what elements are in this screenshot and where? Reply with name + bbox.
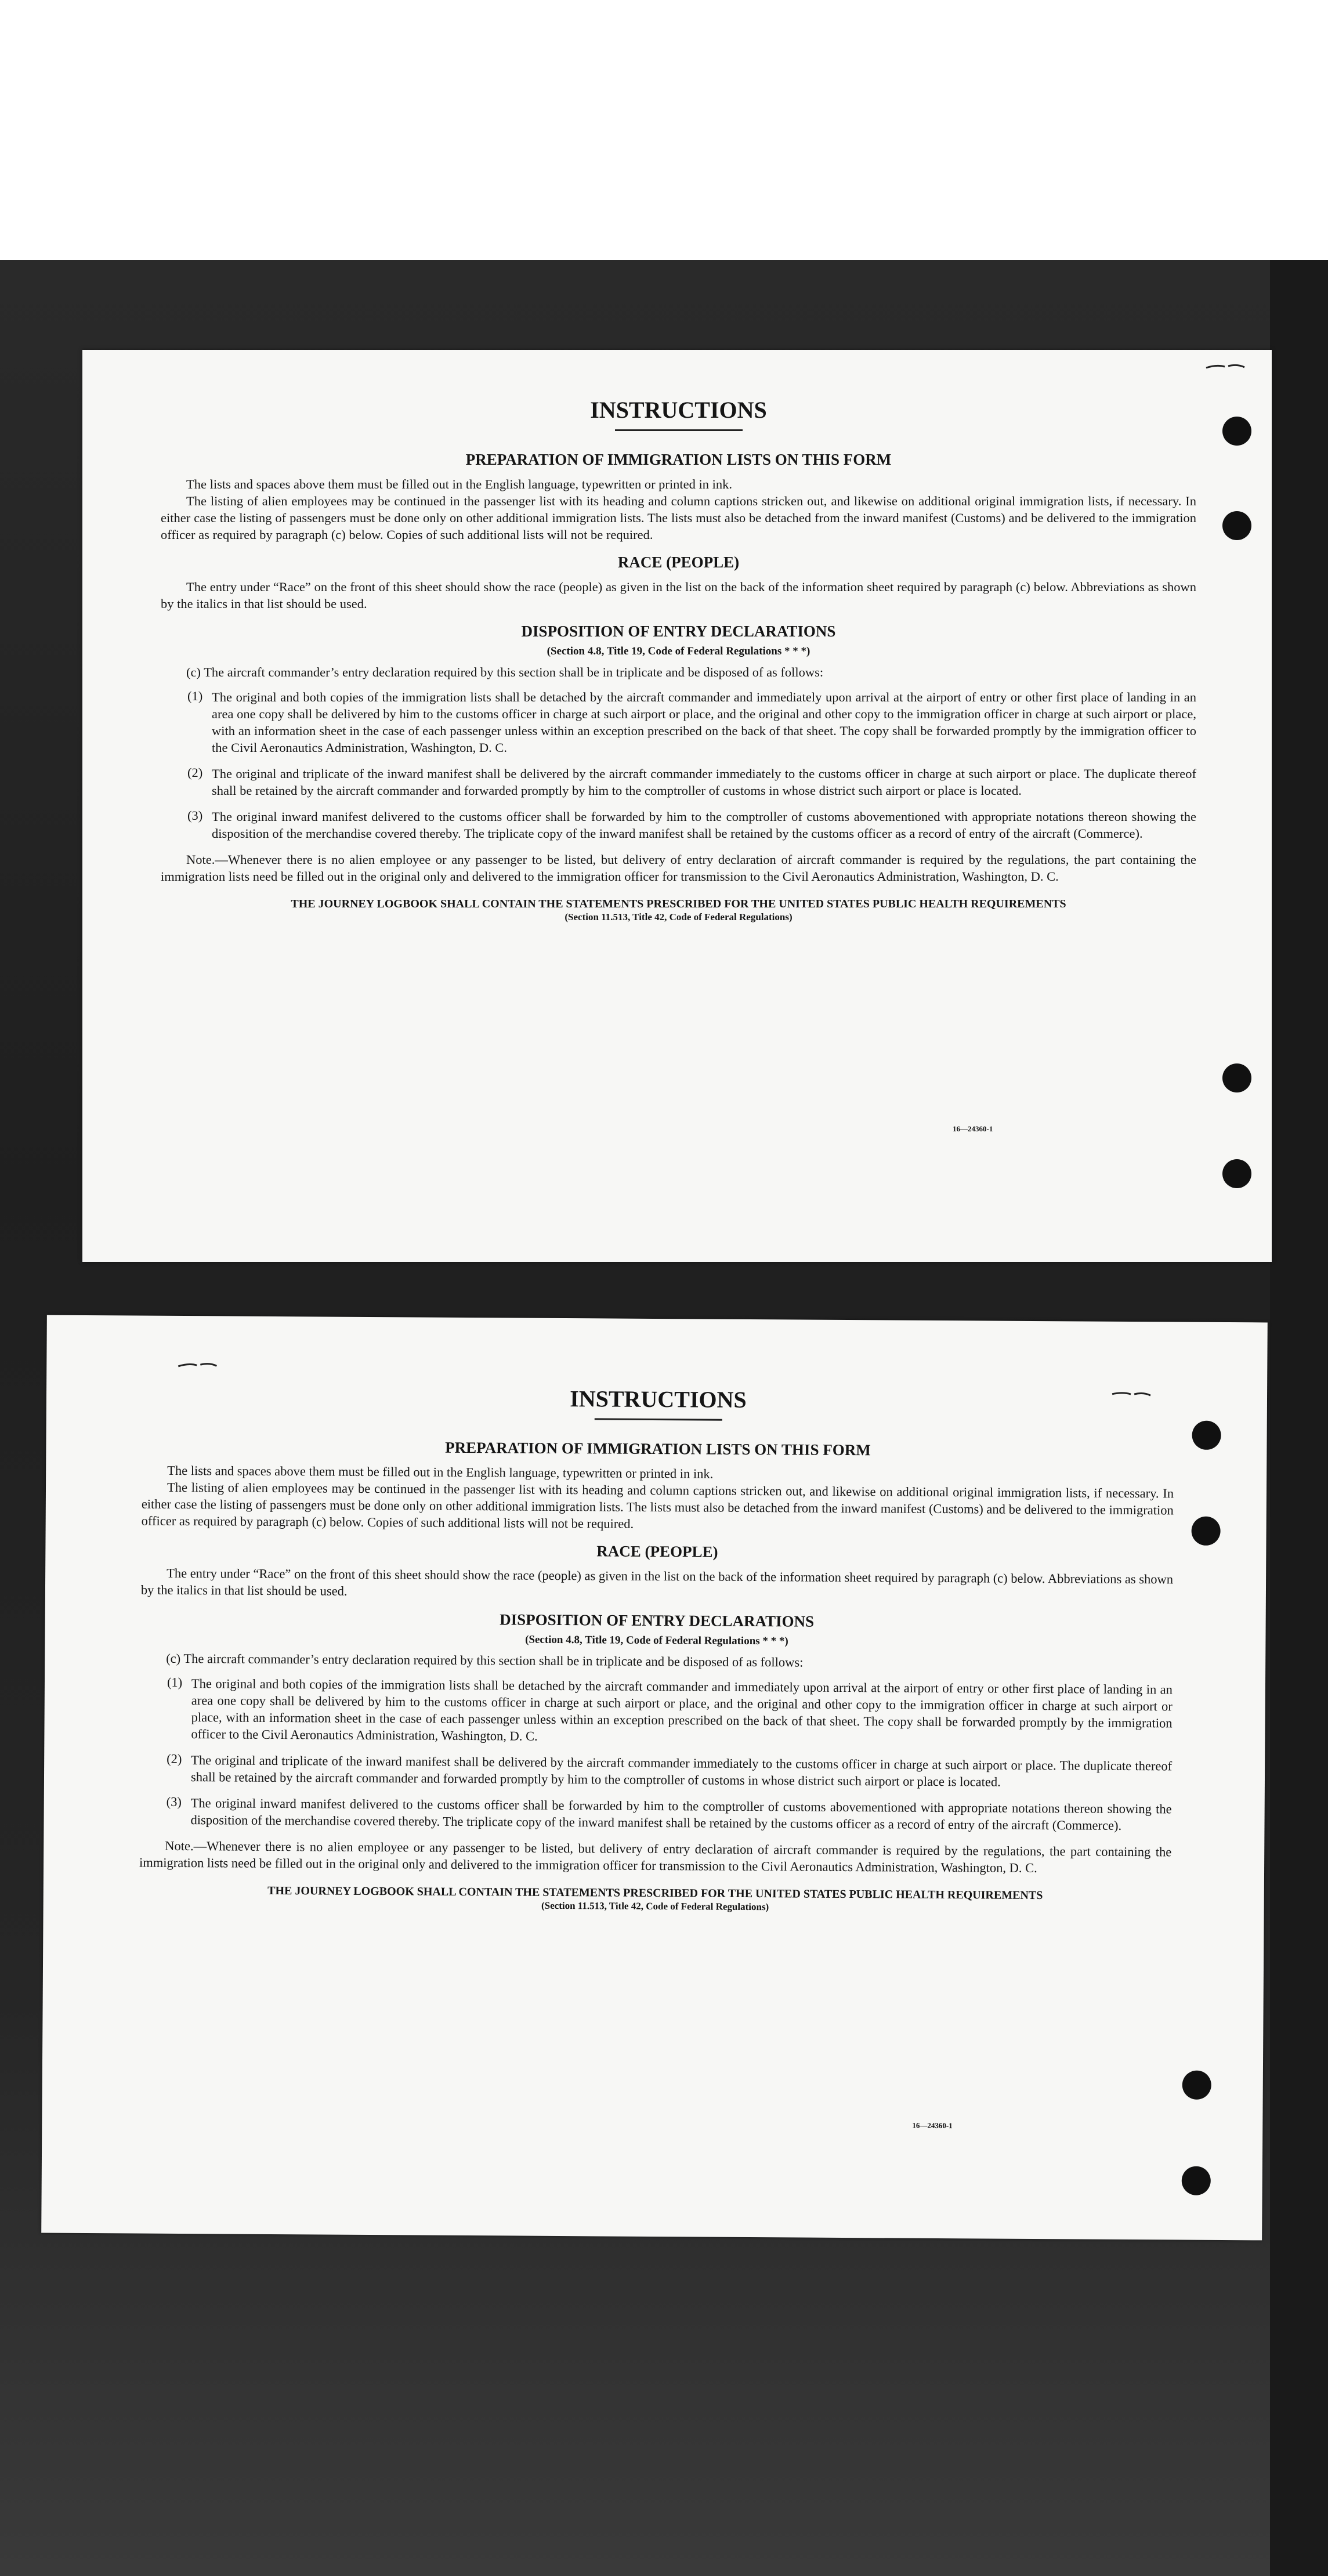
section-citation: (Section 4.8, Title 19, Code of Federal Regulations * * *) bbox=[547, 645, 810, 657]
item-number: (1) bbox=[167, 1674, 183, 1690]
health-requirements-citation: (Section 11.513, Title 42, Code of Federal Regulations) bbox=[565, 911, 793, 922]
punch-hole-icon bbox=[1222, 1159, 1251, 1188]
health-requirements-line: THE JOURNEY LOGBOOK SHALL CONTAIN THE STATEMENTS PRESCRIBED FOR THE UNITED STATES PUBLIC HEALTH REQUIREMENTS bbox=[291, 898, 1066, 910]
list-item bbox=[140, 1752, 1172, 1792]
punch-hole-icon bbox=[1222, 1063, 1251, 1092]
item-number: (2) bbox=[167, 1751, 182, 1767]
form-code: 16—24360-1 bbox=[912, 2121, 953, 2130]
page-title: INSTRUCTIONS bbox=[590, 397, 767, 423]
health-requirements-citation: (Section 11.513, Title 42, Code of Federal Regulations) bbox=[541, 1900, 769, 1913]
section-heading-race: RACE (PEOPLE) bbox=[596, 1542, 718, 1561]
paragraph-listing: The listing of alien employees may be continued in the passenger list with its heading and column captions stricken out, and likewise on additional original immigration lists, if necessary. In either case the listing of passengers must be done only on other additional immigration lists. The lists must also be detached from the inward manifest (Customs) and be delivered to the immigration officer as required by paragraph (c) below. Copies of such additional lists will not be required. bbox=[141, 1479, 1174, 1531]
tick-mark-icon bbox=[177, 1361, 218, 1369]
paragraph-note: Note.—Whenever there is no alien employee or any passenger to be listed, but delivery of entry declaration of aircraft commander is required by the regulations, the part containing the immigration lists need be filled out in the original only and delivered to the immigration officer for transmission to the Civil Aeronautics Administration, Washington, D. C. bbox=[139, 1838, 1172, 1876]
item-text: The original and triplicate of the inward manifest shall be delivered by the aircraft commander immediately to the customs officer in charge at such airport or place. The duplicate thereof shall be retained by the aircraft commander and forwarded promptly by him to the comptroller of customs in whose district such airport or place is located. bbox=[190, 1753, 1173, 1789]
punch-hole-icon bbox=[1182, 2166, 1211, 2195]
section-heading-disposition: DISPOSITION OF ENTRY DECLARATIONS bbox=[500, 1611, 815, 1630]
item-number: (3) bbox=[187, 808, 203, 823]
health-requirements-line: THE JOURNEY LOGBOOK SHALL CONTAIN THE STATEMENTS PRESCRIBED FOR THE UNITED STATES PUBLIC HEALTH REQUIREMENTS bbox=[267, 1884, 1043, 1902]
paragraph-race: The entry under “Race” on the front of this sheet should show the race (people) as given in the list on the back of the information sheet required by paragraph (c) below. Abbreviations as shown by the italics in that list should be used. bbox=[140, 1565, 1174, 1598]
item-number: (2) bbox=[187, 765, 203, 780]
list-item bbox=[140, 1675, 1173, 1749]
paragraph-language: The lists and spaces above them must be filled out in the English language, typewritten or printed in ink. bbox=[186, 477, 733, 491]
sheet-content bbox=[44, 1382, 1268, 1916]
section-heading-race: RACE (PEOPLE) bbox=[617, 553, 740, 571]
section-citation: (Section 4.8, Title 19, Code of Federal Regulations * * *) bbox=[525, 1633, 788, 1648]
punch-hole-icon bbox=[1182, 2071, 1211, 2100]
instruction-sheet-top bbox=[82, 350, 1272, 1262]
list-item bbox=[161, 765, 1196, 799]
form-code: 16—24360-1 bbox=[953, 1124, 993, 1133]
title-rule bbox=[615, 429, 743, 431]
section-heading-disposition: DISPOSITION OF ENTRY DECLARATIONS bbox=[521, 623, 836, 640]
item-number: (1) bbox=[187, 689, 203, 703]
item-text: The original inward manifest delivered to the customs officer shall be forwarded by him to the comptroller of customs abovementioned with appropriate notations thereon showing the disposition of the merchandise covered thereby. The triplicate copy of the inward manifest shall be retained by the customs officer as a record of entry of the aircraft (Commerce). bbox=[190, 1796, 1172, 1833]
item-text: The original and both copies of the immigration lists shall be detached by the aircraft commander and immediately upon arrival at the airport of entry or other first place of landing in an area one copy shall be delivered by him to the customs officer in charge at such airport or place, and the original and other copy to the immigration officer in charge at such airport or place, with an information sheet in the case of each passenger unless within an exception prescribed on the back of that sheet. The copy shall be forwarded promptly by the immigration officer to the Civil Aeronautics Administration, Washington, D. C. bbox=[212, 690, 1196, 755]
paragraph-language: The lists and spaces above them must be filled out in the English language, typewritten or printed in ink. bbox=[167, 1463, 714, 1481]
film-edge bbox=[1270, 260, 1328, 2576]
item-number: (3) bbox=[166, 1794, 182, 1810]
paragraph-race: The entry under “Race” on the front of this sheet should show the race (people) as given in the list on the back of the information sheet required by paragraph (c) below. Abbreviations as shown by the italics in that list should be used. bbox=[161, 580, 1196, 611]
section-heading-preparation: PREPARATION OF IMMIGRATION LISTS ON THIS FORM bbox=[445, 1438, 871, 1459]
section-heading-preparation: PREPARATION OF IMMIGRATION LISTS ON THIS FORM bbox=[465, 451, 892, 468]
item-text: The original inward manifest delivered to the customs officer shall be forwarded by him to the comptroller of customs abovementioned with appropriate notations thereon showing the disposition of the merchandise covered thereby. The triplicate copy of the inward manifest shall be retained by the customs officer as a record of entry of the aircraft (Commerce). bbox=[212, 809, 1196, 841]
item-text: The original and both copies of the immigration lists shall be detached by the aircraft commander and immediately upon arrival at the airport of entry or other first place of landing in an area one copy shall be delivered by him to the customs officer in charge at such airport or place, and the original and other copy to the immigration officer in charge at such airport or place, with an information sheet in the case of each passenger unless within an exception prescribed on the back of that sheet. The copy shall be forwarded promptly by the immigration officer to the Civil Aeronautics Administration, Washington, D. C. bbox=[191, 1676, 1173, 1743]
sheet-content bbox=[82, 396, 1272, 923]
list-item bbox=[161, 689, 1196, 756]
paragraph-listing: The listing of alien employees may be continued in the passenger list with its heading and column captions stricken out, and likewise on additional original immigration lists, if necessary. In either case the listing of passengers must be done only on other additional immigration lists. The lists must also be detached from the inward manifest (Customs) and be delivered to the immigration officer as required by paragraph (c) below. Copies of such additional lists will not be required. bbox=[161, 494, 1196, 542]
list-item bbox=[139, 1794, 1171, 1835]
list-item bbox=[161, 808, 1196, 842]
paragraph-c: (c) The aircraft commander’s entry declaration required by this section shall be in triplicate and be disposed of as follows: bbox=[186, 665, 824, 679]
tick-mark-icon bbox=[1205, 363, 1246, 371]
title-rule bbox=[594, 1418, 722, 1420]
paragraph-note: Note.—Whenever there is no alien employee or any passenger to be listed, but delivery of entry declaration of aircraft commander is required by the regulations, the part containing the immigration lists need be filled out in the original only and delivered to the immigration officer for transmission to the Civil Aeronautics Administration, Washington, D. C. bbox=[161, 852, 1196, 884]
instruction-sheet-bottom bbox=[41, 1315, 1268, 2241]
page-title: INSTRUCTIONS bbox=[570, 1385, 747, 1413]
paragraph-c: (c) The aircraft commander’s entry declaration required by this section shall be in triplicate and be disposed of as follows: bbox=[166, 1651, 804, 1670]
item-text: The original and triplicate of the inward manifest shall be delivered by the aircraft commander immediately to the customs officer in charge at such airport or place. The duplicate thereof shall be retained by the aircraft commander and forwarded promptly by him to the comptroller of customs in whose district such airport or place is located. bbox=[212, 766, 1196, 798]
